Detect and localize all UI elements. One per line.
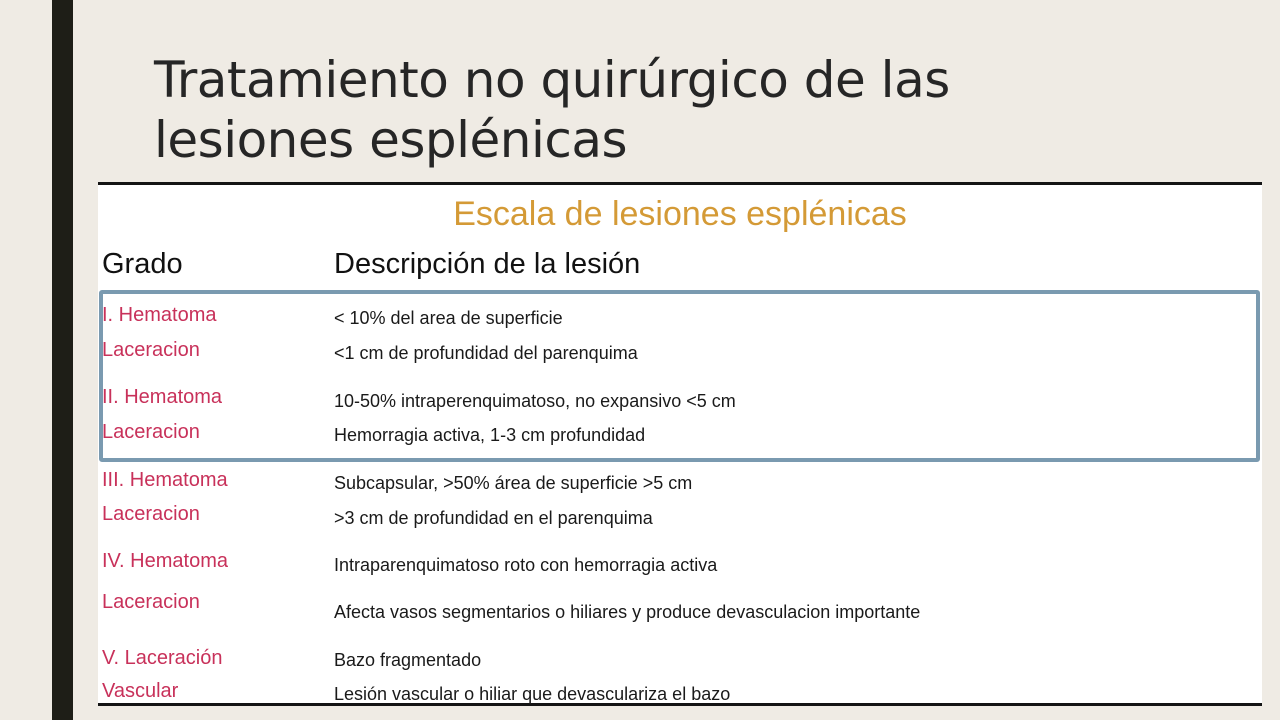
- row-2-grade-line-2: Laceracion: [102, 421, 200, 443]
- left-accent-bar: [52, 0, 73, 720]
- row-4-grade-line-1: IV. Hematoma: [102, 550, 228, 572]
- table-title: Escala de lesiones esplénicas: [453, 195, 907, 233]
- row-4-desc-line-1: Intraparenquimatoso roto con hemorragia activa: [334, 555, 718, 575]
- row-3-desc-line-1: Subcapsular, >50% área de superficie >5 cm: [334, 473, 693, 493]
- row-1-desc-line-2: <1 cm de profundidad del parenquima: [334, 343, 638, 363]
- header-descripcion: Descripción de la lesión: [334, 248, 641, 280]
- row-2-grade-line-1: II. Hematoma: [102, 386, 223, 408]
- slide-title-line-1: Tratamiento no quirúrgico de las: [154, 51, 950, 109]
- slide-title-line-2: lesiones esplénicas: [154, 111, 628, 169]
- row-3-desc-line-2: >3 cm de profundidad en el parenquima: [334, 508, 653, 528]
- row-1-grade-line-1: I. Hematoma: [102, 304, 217, 326]
- row-5-grade-line-1: V. Laceración: [102, 647, 223, 669]
- header-grado: Grado: [102, 248, 183, 280]
- slide-title: [154, 50, 1204, 170]
- row-4-grade-line-2: Laceracion: [102, 591, 200, 613]
- injury-scale-table: [98, 182, 1262, 706]
- row-2-desc-line-2: Hemorragia activa, 1-3 cm profundidad: [334, 425, 646, 445]
- row-1-desc-line-1: < 10% del area de superficie: [334, 308, 563, 328]
- row-2-desc-line-1: 10-50% intraperenquimatoso, no expansivo <5 cm: [334, 391, 736, 411]
- row-5-grade-line-2: Vascular: [102, 680, 179, 702]
- row-5-desc-line-1: Bazo fragmentado: [334, 650, 482, 670]
- row-4-desc-line-2: Afecta vasos segmentarios o hiliares y produce devasculacion importante: [334, 602, 921, 622]
- row-5-desc-line-2: Lesión vascular o hiliar que devasculariza el bazo: [334, 684, 731, 704]
- row-1-grade-line-2: Laceracion: [102, 339, 200, 361]
- row-3-grade-line-2: Laceracion: [102, 503, 200, 525]
- row-3-grade-line-1: III. Hematoma: [102, 469, 228, 491]
